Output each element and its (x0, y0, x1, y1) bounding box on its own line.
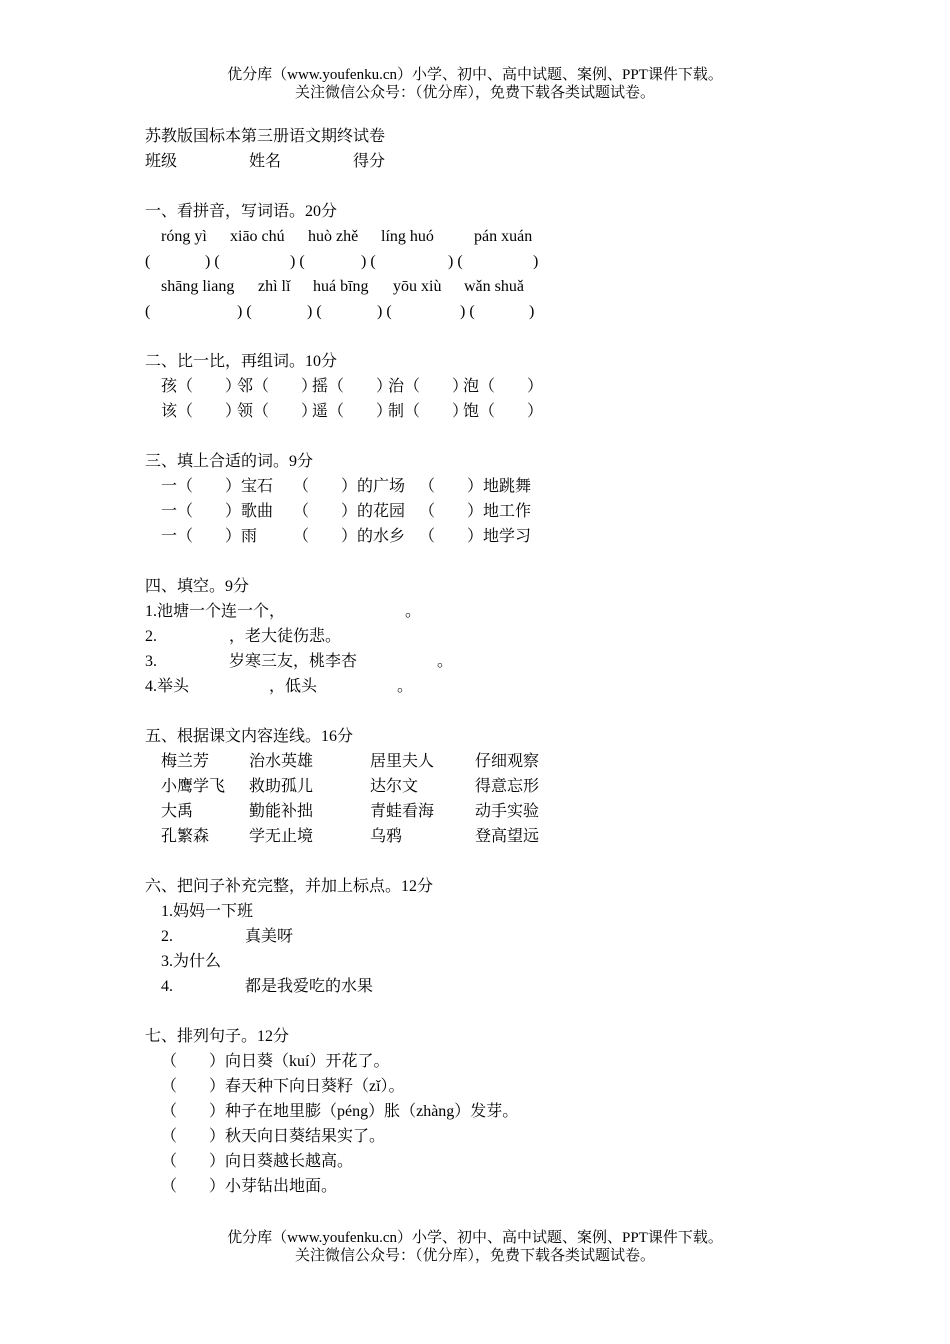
fill-item: 一（ ）雨 (161, 528, 258, 545)
match-item: 登高望远 (475, 828, 540, 845)
compare-item: 遥（ ） (312, 403, 393, 420)
q7-item: （ ）向日葵（kuí）开花了。 (161, 1053, 390, 1070)
header-line-2: 关注微信公众号：（优分库），免费下载各类试题试卷。 (294, 85, 655, 101)
footer-line-2: 关注微信公众号：（优分库），免费下载各类试题试卷。 (294, 1248, 655, 1264)
score-label: 得分 (353, 153, 386, 170)
q4-item: 3. 岁寒三友，桃李杏 。 (145, 653, 454, 670)
q2-row-2 (145, 399, 905, 424)
q7-item: （ ）种子在地里膨（péng）胀（zhàng）发芽。 (161, 1103, 519, 1120)
match-item: 居里夫人 (370, 753, 435, 770)
match-item: 救助孤儿 (249, 778, 314, 795)
compare-item: 邻（ ） (237, 378, 318, 395)
student-info (145, 149, 905, 174)
pinyin: huò zhě (308, 228, 359, 245)
fill-item: 一（ ）宝石 (161, 478, 274, 495)
exam-title: 苏教版国标本第三册语文期终试卷 (145, 128, 386, 145)
compare-item: 领（ ） (237, 403, 318, 420)
match-item: 得意忘形 (475, 778, 540, 795)
pinyin: xiāo chú (230, 228, 285, 245)
q4-item: 2. ，老大徒伤悲。 (145, 628, 342, 645)
pinyin: róng yì (161, 228, 207, 245)
q6-heading: 六、把问子补充完整，并加上标点。12分 (145, 878, 434, 895)
q6-item: 2. 真美呀 (161, 928, 294, 945)
q3-row (145, 524, 905, 549)
q3-row (145, 499, 905, 524)
q1-answer-row-2: ( ) ( ) ( ) ( ) ( ) (145, 303, 535, 320)
compare-item: 孩（ ） (161, 378, 242, 395)
match-item: 大禹 (161, 803, 194, 820)
name-label: 姓名 (249, 153, 282, 170)
q1-pinyin-row-1 (145, 224, 905, 249)
match-item: 仔细观察 (475, 753, 540, 770)
compare-item: 该（ ） (161, 403, 242, 420)
fill-item: （ ）地学习 (419, 528, 532, 545)
q6-item: 1.妈妈一下班 (161, 903, 254, 920)
match-item: 孔繁森 (161, 828, 210, 845)
q6-item: 3.为什么 (161, 953, 222, 970)
q5-row (145, 824, 905, 849)
fill-item: （ ）的花园 (293, 503, 406, 520)
pinyin: huá bīng (313, 278, 369, 295)
fill-item: （ ）的水乡 (293, 528, 406, 545)
fill-item: （ ）地工作 (419, 503, 532, 520)
page-footer (0, 1229, 950, 1265)
q3-heading: 三、填上合适的词。9分 (145, 453, 314, 470)
q6-item: 4. 都是我爱吃的水果 (161, 978, 374, 995)
pinyin: zhì lǐ (258, 278, 291, 295)
footer-line-1: 优分库（www.youfenku.cn）小学、初中、高中试题、案例、PPT课件下载。 (227, 1230, 723, 1246)
q3-row (145, 474, 905, 499)
match-item: 小鹰学飞 (161, 778, 226, 795)
match-item: 乌鸦 (370, 828, 403, 845)
compare-item: 泡（ ） (463, 378, 544, 395)
pinyin: yōu xiù (393, 278, 442, 295)
q1-heading: 一、看拼音，写词语。20分 (145, 203, 338, 220)
q2-heading: 二、比一比，再组词。10分 (145, 353, 338, 370)
q7-item: （ ）秋天向日葵结果实了。 (161, 1128, 386, 1145)
match-item: 达尔文 (370, 778, 419, 795)
fill-item: （ ）的广场 (293, 478, 406, 495)
q7-item: （ ）春天种下向日葵籽（zǐ）。 (161, 1078, 405, 1095)
q4-heading: 四、填空。9分 (145, 578, 250, 595)
match-item: 学无止境 (249, 828, 314, 845)
compare-item: 制（ ） (388, 403, 469, 420)
q4-item: 1.池塘一个连一个， 。 (145, 603, 422, 620)
q5-row (145, 749, 905, 774)
pinyin: shāng liang (161, 278, 235, 295)
fill-item: （ ）地跳舞 (419, 478, 532, 495)
pinyin: líng huó (381, 228, 434, 245)
match-item: 青蛙看海 (370, 803, 435, 820)
q7-item: （ ）向日葵越长越高。 (161, 1153, 354, 1170)
match-item: 动手实验 (475, 803, 540, 820)
pinyin: pán xuán (474, 228, 533, 245)
page-header-top (0, 66, 950, 102)
q5-row (145, 774, 905, 799)
header-line-1: 优分库（www.youfenku.cn）小学、初中、高中试题、案例、PPT课件下载。 (227, 67, 723, 83)
q5-row (145, 799, 905, 824)
q7-heading: 七、排列句子。12分 (145, 1028, 290, 1045)
q7-item: （ ）小芽钻出地面。 (161, 1178, 338, 1195)
match-item: 梅兰芳 (161, 753, 210, 770)
exam-body (145, 124, 905, 1199)
compare-item: 摇（ ） (312, 378, 393, 395)
q5-heading: 五、根据课文内容连线。16分 (145, 728, 354, 745)
fill-item: 一（ ）歌曲 (161, 503, 274, 520)
compare-item: 饱（ ） (463, 403, 544, 420)
q2-row-1 (145, 374, 905, 399)
pinyin: wǎn shuǎ (464, 278, 524, 295)
q1-pinyin-row-2 (145, 274, 905, 299)
match-item: 勤能补拙 (249, 803, 314, 820)
compare-item: 治（ ） (388, 378, 469, 395)
class-label: 班级 (145, 153, 178, 170)
q4-item: 4.举头 ，低头 。 (145, 678, 414, 695)
q1-answer-row-1: ( ) ( ) ( ) ( ) ( ) (145, 253, 539, 270)
match-item: 治水英雄 (249, 753, 314, 770)
